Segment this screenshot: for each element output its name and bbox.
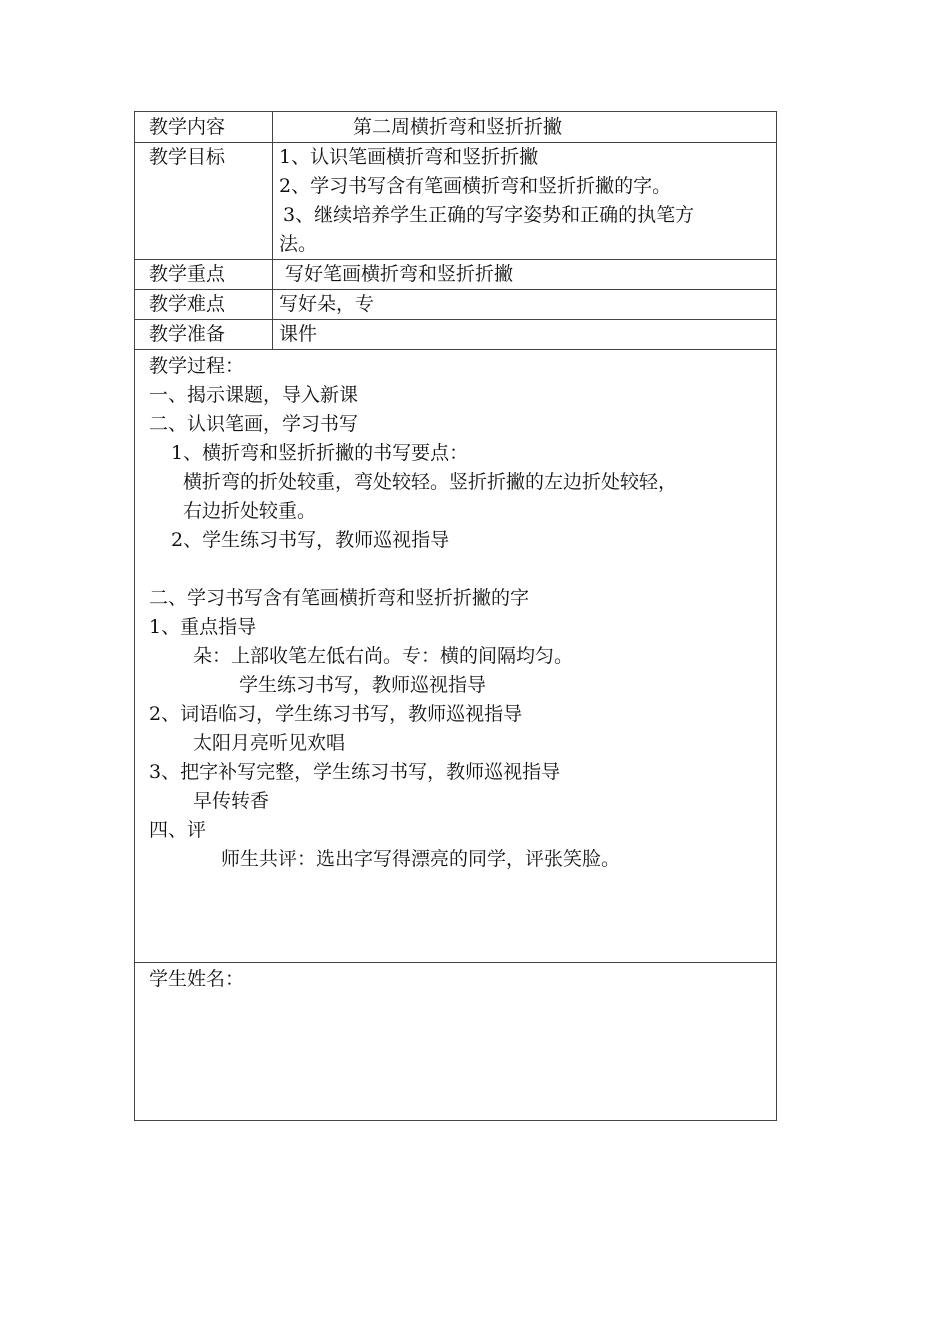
key-point-text: 写好笔画横折弯和竖折折撇 (285, 263, 514, 285)
goal-line-3: 3、继续培养学生正确的写字姿势和正确的执笔方 (283, 204, 695, 226)
label-teaching-goals: 教学目标 (135, 143, 273, 260)
process-line-17: 四、评 (149, 819, 207, 841)
process-line-15: 3、把字补写完整，学生练习书写，教师巡视指导 (149, 761, 561, 783)
row-teaching-content (135, 112, 777, 143)
row-teaching-goals (135, 143, 777, 260)
process-line-14: 太阳月亮听见欢唱 (193, 732, 346, 754)
teaching-content-text: 第二周横折弯和竖折折撇 (353, 116, 563, 138)
process-line-16: 早传转香 (193, 790, 270, 812)
process-line-3: 二、认识笔画，学习书写 (149, 413, 359, 435)
label-difficulty: 教学难点 (135, 290, 273, 320)
process-line-13: 2、词语临习，学生练习书写，教师巡视指导 (149, 703, 523, 725)
row-key-point (135, 260, 777, 290)
process-line-18: 师生共评：选出字写得漂亮的同学，评张笑脸。 (221, 848, 621, 870)
value-teaching-goals (273, 143, 777, 260)
process-line-6: 右边折处较重。 (183, 500, 317, 522)
process-line-2: 一、揭示课题，导入新课 (149, 384, 359, 406)
process-line-5: 横折弯的折处较重，弯处较轻。竖折折撇的左边折处较轻， (183, 471, 678, 493)
process-line-11: 朵：上部收笔左低右尚。专：横的间隔均匀。 (193, 645, 574, 667)
row-student-name (135, 963, 777, 1121)
row-teaching-process (135, 350, 777, 963)
row-preparation (135, 320, 777, 350)
goal-line-4: 法。 (279, 233, 318, 255)
row-difficulty (135, 290, 777, 320)
process-line-9: 二、学习书写含有笔画横折弯和竖折折撇的字 (149, 587, 530, 609)
value-preparation: 课件 (273, 320, 777, 350)
lesson-plan-table (134, 111, 777, 1121)
process-line-8 (149, 555, 776, 584)
process-line-10: 1、重点指导 (149, 616, 257, 638)
student-name-cell (135, 963, 777, 1121)
process-line-4: 1、横折弯和竖折折撇的书写要点： (171, 442, 469, 464)
value-teaching-content (273, 112, 777, 143)
label-key-point: 教学重点 (135, 260, 273, 290)
process-line-12: 学生练习书写，教师巡视指导 (239, 674, 487, 696)
goal-line-2: 2、学习书写含有笔画横折弯和竖折折撇的字。 (279, 175, 672, 197)
label-preparation: 教学准备 (135, 320, 273, 350)
process-line-1: 教学过程： (149, 355, 245, 377)
label-teaching-content: 教学内容 (135, 112, 273, 143)
student-name-label: 学生姓名： (149, 968, 245, 990)
teaching-process-cell (135, 350, 777, 963)
process-line-7: 2、学生练习书写，教师巡视指导 (171, 529, 450, 551)
goal-line-1: 1、认识笔画横折弯和竖折折撇 (279, 146, 539, 168)
value-difficulty: 写好朵，专 (273, 290, 777, 320)
value-key-point (273, 260, 777, 290)
